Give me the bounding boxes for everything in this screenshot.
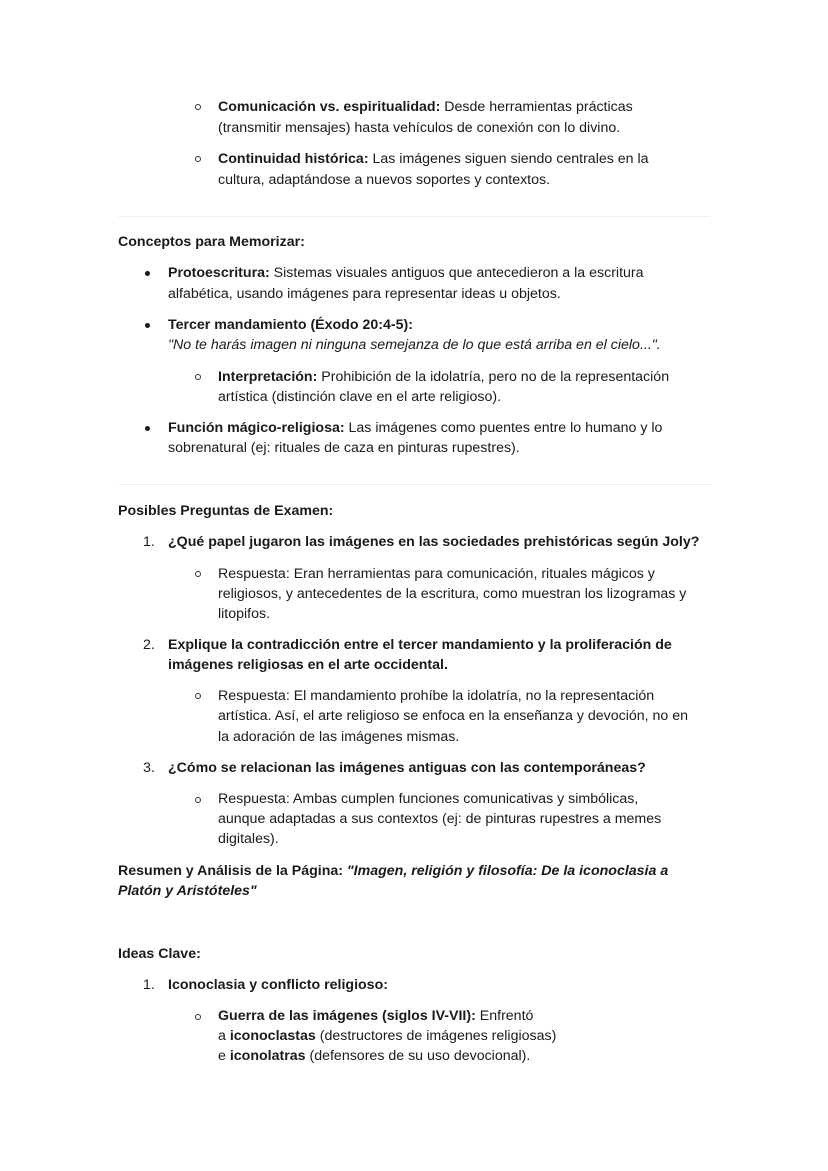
term: Función mágico-religiosa: [168, 420, 345, 436]
term: Interpretación: [218, 369, 318, 385]
list-number: 2. [143, 637, 155, 653]
term: Protoescritura: [168, 265, 270, 281]
circle-bullet-icon [195, 156, 201, 162]
section-heading: Conceptos para Memorizar: [118, 234, 305, 250]
list-item: Tercer mandamiento (Éxodo 20:4-5): [168, 317, 413, 333]
list-item-continuation: (transmitir mensajes) hasta vehículos de conexión con lo divino. [218, 120, 621, 136]
list-number: 3. [143, 760, 155, 776]
list-number: 1. [143, 977, 155, 993]
circle-bullet-icon [195, 693, 201, 699]
section-heading: Posibles Preguntas de Examen: [118, 503, 334, 519]
disc-bullet-icon [145, 271, 150, 276]
quote: "No te harás imagen ni ninguna semejanza de lo que está arriba en el cielo...". [168, 337, 661, 353]
list-item-continuation: alfabética, usando imágenes para representar ideas u objetos. [168, 286, 561, 302]
circle-bullet-icon [195, 374, 201, 380]
section-title-continuation: Platón y Aristóteles" [118, 883, 257, 899]
list-item-continuation: sobrenatural (ej: rituales de caza en pinturas rupestres). [168, 440, 520, 456]
circle-bullet-icon [195, 571, 201, 577]
term: Comunicación vs. espiritualidad: [218, 99, 441, 115]
answer-continuation: digitales). [218, 831, 279, 847]
answer-continuation: aunque adaptadas a sus contextos (ej: de pinturas rupestres a memes [218, 811, 662, 827]
answer: Respuesta: Ambas cumplen funciones comunicativas y simbólicas, [218, 791, 639, 807]
list-number: 1. [143, 534, 155, 550]
answer: Respuesta: Eran herramientas para comunicación, rituales mágicos y [218, 566, 655, 582]
answer-continuation: religiosos, y antecedentes de la escritura, como muestran los lizogramas y [218, 586, 687, 602]
question: Explique la contradicción entre el tercer mandamiento y la proliferación de [168, 637, 672, 653]
disc-bullet-icon [145, 323, 150, 328]
list-item-continuation: e iconolatras (defensores de su uso devocional). [218, 1048, 531, 1064]
page-title-quote: "Imagen, religión y filosofía: De la iconoclasia a [346, 863, 669, 879]
divider [118, 484, 710, 485]
question: ¿Qué papel jugaron las imágenes en las sociedades prehistóricas según Joly? [168, 534, 700, 550]
section-title: Resumen y Análisis de la Página: "Imagen, religión y filosofía: De la iconoclasia a [118, 863, 669, 879]
list-item-title: Iconoclasia y conflicto religioso: [168, 977, 388, 993]
answer-continuation: la adoración de las imágenes mismas. [218, 729, 460, 745]
answer: Respuesta: El mandamiento prohíbe la idolatría, no la representación [218, 688, 655, 704]
term: Continuidad histórica: [218, 151, 369, 167]
circle-bullet-icon [195, 1014, 201, 1020]
list-item-continuation: a iconoclastas (destructores de imágenes religiosas) [218, 1028, 557, 1044]
question-continuation: imágenes religiosas en el arte occidental. [168, 657, 448, 673]
list-item-continuation: artística (distinción clave en el arte religioso). [218, 389, 502, 405]
divider [118, 216, 710, 217]
answer-continuation: litopifos. [218, 606, 271, 622]
circle-bullet-icon [195, 104, 201, 110]
answer-continuation: artística. Así, el arte religioso se enfoca en la enseñanza y devoción, no en [218, 708, 689, 724]
list-item: Función mágico-religiosa: Las imágenes como puentes entre lo humano y lo [168, 420, 663, 436]
list-item: Interpretación: Prohibición de la idolatría, pero no de la representación [218, 369, 670, 385]
list-item: Guerra de las imágenes (siglos IV-VII): Enfrentó [218, 1008, 534, 1024]
list-item-continuation: cultura, adaptándose a nuevos soportes y contextos. [218, 172, 551, 188]
disc-bullet-icon [145, 426, 150, 431]
term: Guerra de las imágenes (siglos IV-VII): [218, 1008, 476, 1024]
circle-bullet-icon [195, 797, 201, 803]
list-item: Comunicación vs. espiritualidad: Desde herramientas prácticas [218, 99, 633, 115]
section-heading: Ideas Clave: [118, 946, 201, 962]
list-item: Continuidad histórica: Las imágenes siguen siendo centrales en la [218, 151, 649, 167]
question: ¿Cómo se relacionan las imágenes antiguas con las contemporáneas? [168, 760, 646, 776]
list-item: Protoescritura: Sistemas visuales antiguos que antecedieron a la escritura [168, 265, 644, 281]
